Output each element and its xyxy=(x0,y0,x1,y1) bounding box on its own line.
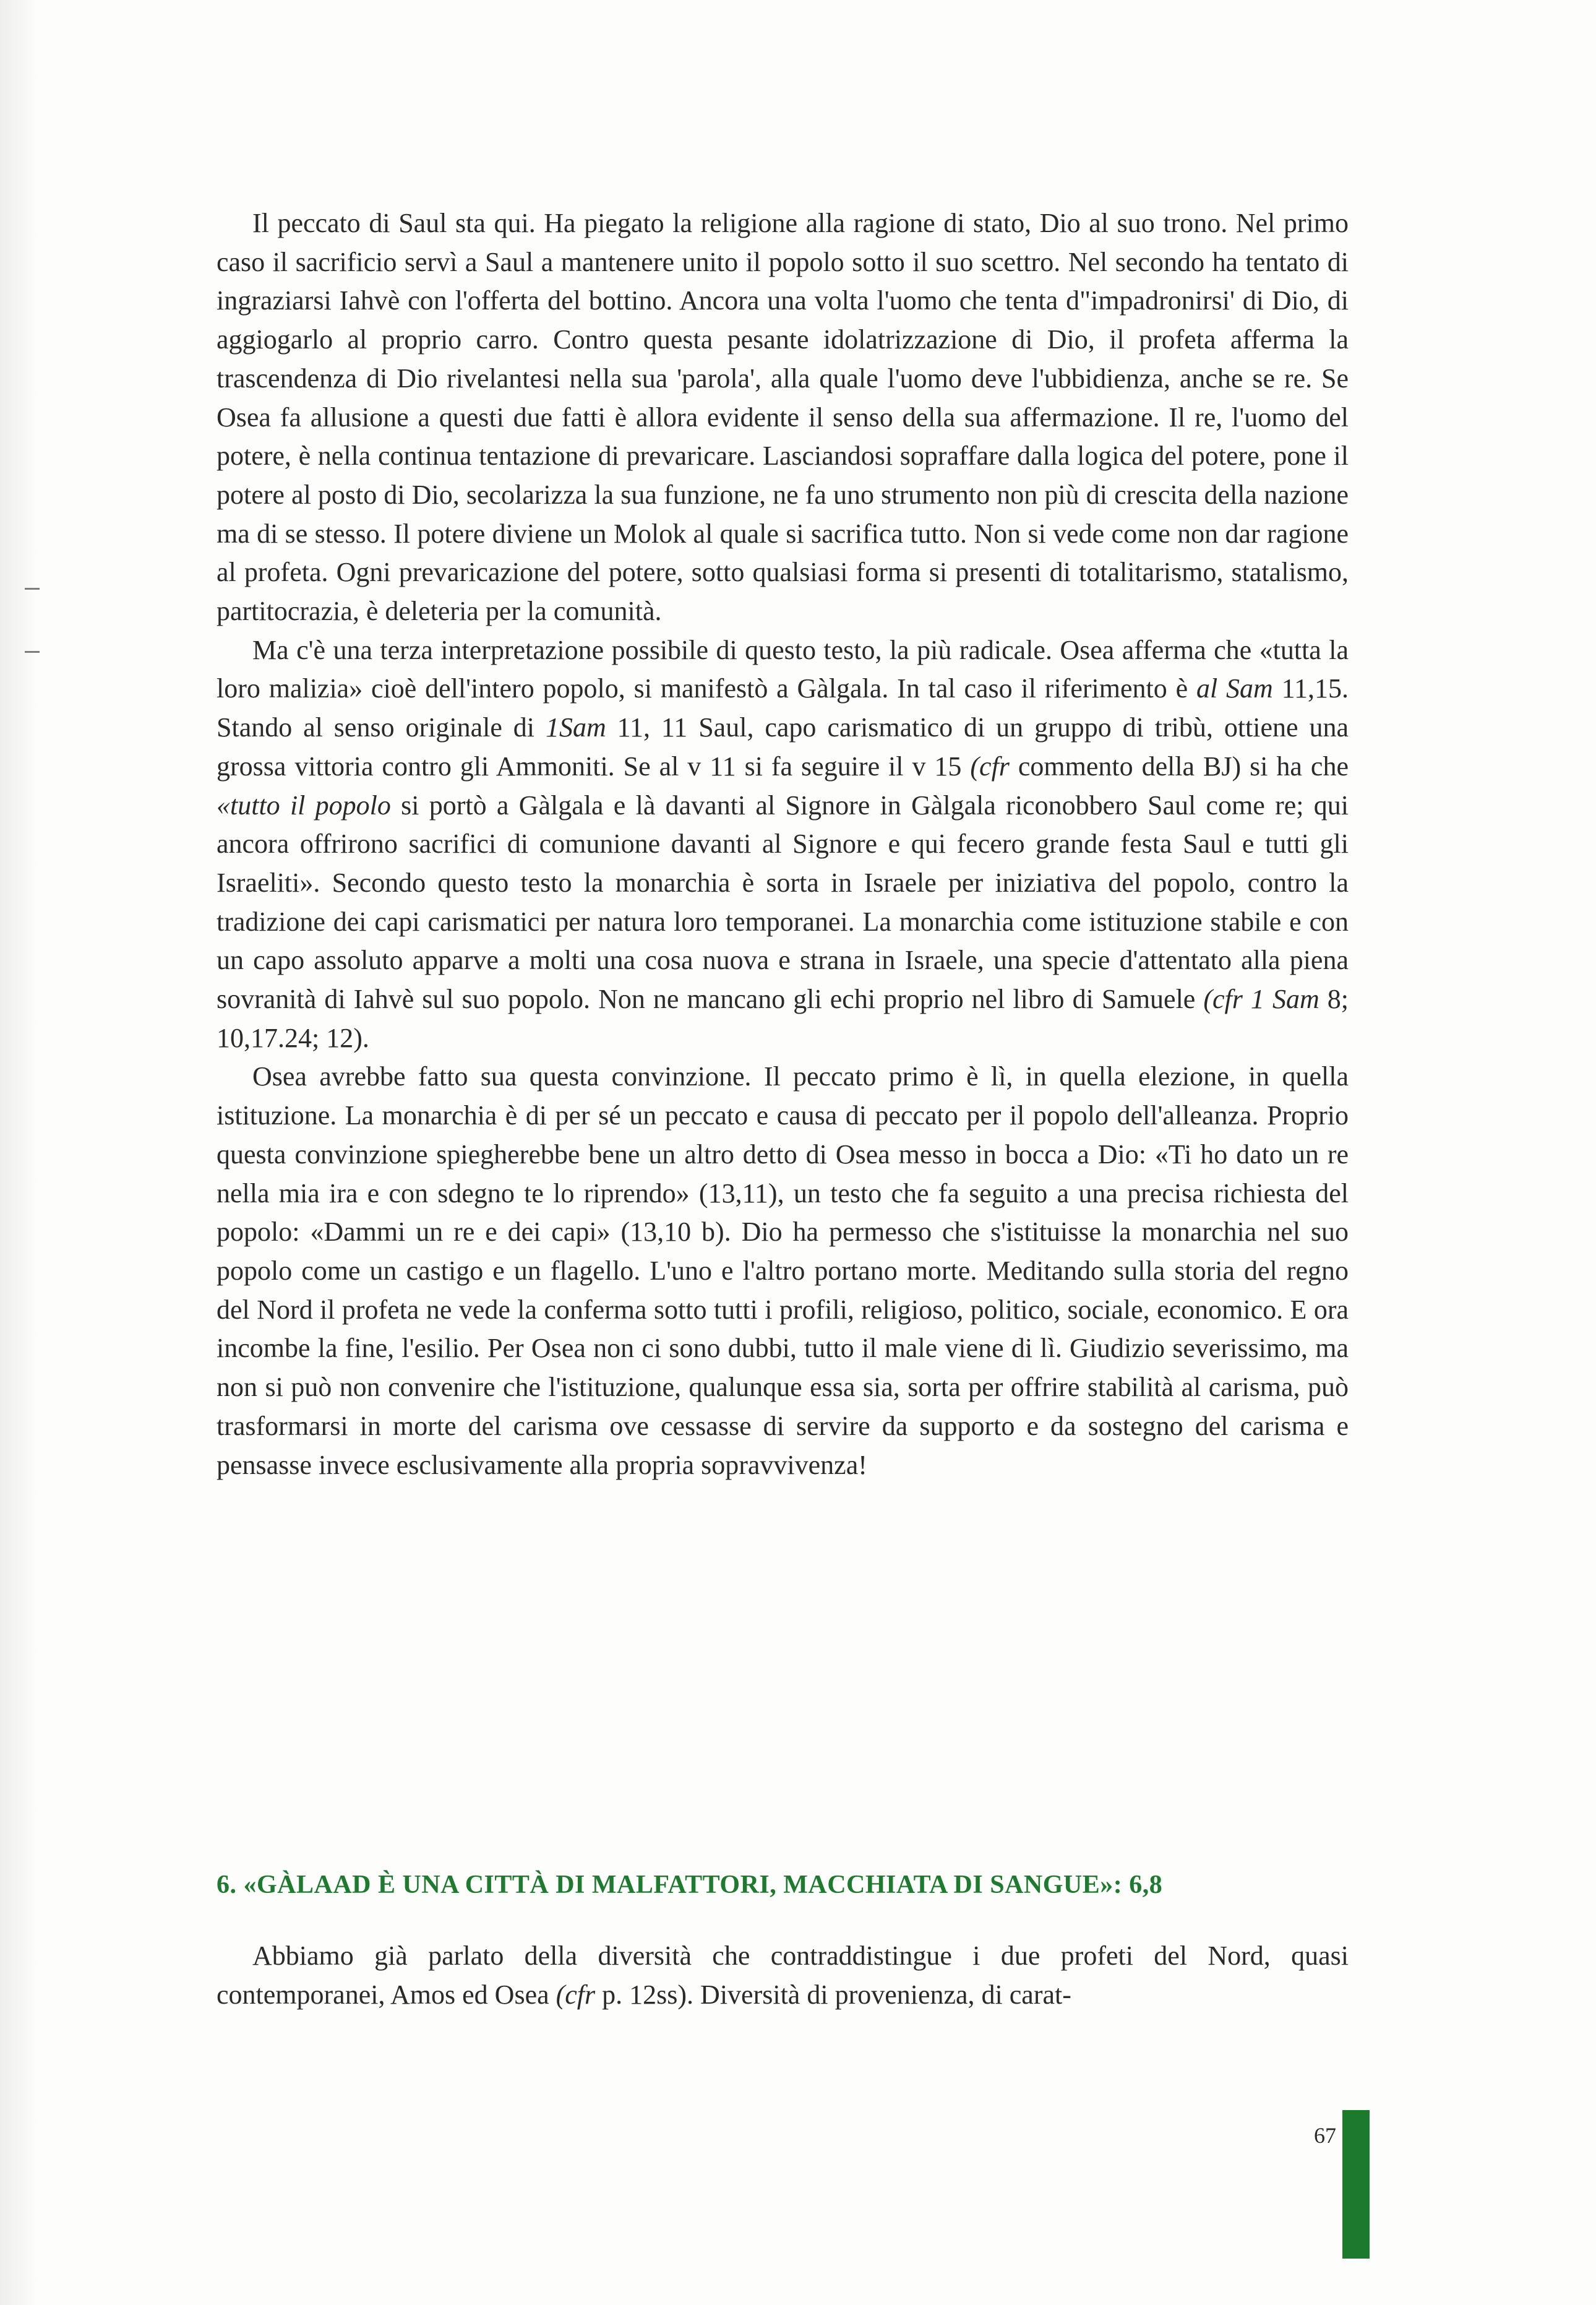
italic-segment: (cfr 1 Sam xyxy=(1203,984,1319,1015)
body-text xyxy=(217,204,1349,1484)
text-segment: 11, 11 Saul, capo carismatico di un gruppo di tribù, ottiene una grossa vittoria contro gli Ammoniti. Se al v 11 si fa seguire il v 15 xyxy=(217,712,1349,782)
italic-segment: (cfr xyxy=(970,751,1010,782)
paragraph-p3 xyxy=(217,1058,1349,1484)
text-segment: commento della BJ) si ha che xyxy=(1009,751,1349,782)
section-title: «GÀLAAD È UNA CITTÀ DI MALFATTORI, MACCHIATA DI SANGUE»: 6,8 xyxy=(243,1871,1163,1899)
italic-segment: «tutto il popolo xyxy=(217,790,391,821)
section-heading xyxy=(217,1866,1349,1903)
page-number: 67 xyxy=(1314,2123,1336,2148)
text-segment: 11,15. Stando al senso originale di xyxy=(217,673,1349,743)
scan-mark xyxy=(25,651,40,653)
text-segment: Osea avrebbe fatto sua questa convinzione. Il peccato primo è lì, in quella elezione, in quella istituzione. La monarchia è di per sé un peccato e causa di peccato per il popolo dell'alleanza. Proprio questa convinzione spiegherebbe bene un altro detto di Osea messo in bocca a Dio: «Ti ho dato un re nella mia ira e con sdegno te lo riprendo» (13,11), un testo che fa seguito a una precisa richiesta del popolo: «Dammi un re e dei capi» (13,10 b). Dio ha permesso che s'istituisse la monarchia nel suo popolo come un castigo e un flagello. L'uno e l'altro portano morte. Meditando sulla storia del regno del Nord il profeta ne vede la conferma sotto tutti i profili, religioso, politico, sociale, economico. E ora incombe la fine, l'esilio. Per Osea non ci sono dubbi, tutto il male viene di lì. Giudizio severissimo, ma non si può non convenire che l'istituzione, qualunque essa sia, sorta per offrire stabilità al carisma, può trasformarsi in morte del carisma ove cessasse di servire da supporto e da sostegno del carisma e pensasse invece esclusivamente alla propria sopravvivenza! xyxy=(217,1061,1349,1480)
closing-paragraph xyxy=(217,1937,1349,2014)
text-segment: Abbiamo già parlato della diversità che contraddistingue i due profeti del Nord, quasi contemporanei, Amos ed Osea xyxy=(217,1941,1349,2010)
paragraph-p2 xyxy=(217,631,1349,1058)
italic-segment: 1Sam xyxy=(545,712,606,743)
text-segment: p. 12ss). Diversità di provenienza, di carat- xyxy=(595,1979,1071,2010)
text-segment: si portò a Gàlgala e là davanti al Signore in Gàlgala riconobbero Saul come re; qui ancora offrirono sacrifici di comunione davanti al Signore e qui fecero grande festa Saul e tutti gli Israeliti». Secondo questo testo la monarchia è sorta in Israele per iniziativa del popolo, contro la tradizione dei capi carismatici per natura loro temporanei. La monarchia come istituzione stabile e con un capo assoluto apparve a molti una cosa nuova e strana in Israele, una specie d'attentato alla piena sovranità di Iahvè sul suo popolo. Non ne mancano gli echi proprio nel libro di Samuele xyxy=(217,790,1349,1015)
closing-paragraph-text xyxy=(217,1937,1349,2014)
text-segment: Il peccato di Saul sta qui. Ha piegato la religione alla ragione di stato, Dio al suo trono. Nel primo caso il sacrificio servì a Saul a mantenere unito il popolo sotto il suo scettro. Nel secondo ha tentato di ingraziarsi Iahvè con l'offerta del bottino. Ancora una volta l'uomo che tenta d"impadronirsi' di Dio, di aggiogarlo al proprio carro. Contro questa pesante idolatrizzazione di Dio, il profeta afferma la trascendenza di Dio rivelantesi nella sua 'parola', alla quale l'uomo deve l'ubbidienza, anche se re. Se Osea fa allusione a questi due fatti è allora evidente il senso della sua affermazione. Il re, l'uomo del potere, è nella continua tentazione di prevaricare. Lasciandosi sopraffare dalla logica del potere, pone il potere al posto di Dio, secolarizza la sua funzione, ne fa uno strumento non più di crescita della nazione ma di se stesso. Il potere diviene un Molok al quale si sacrifica tutto. Non si vede come non dar ragione al profeta. Ogni prevaricazione del potere, sotto qualsiasi forma si presenti di totalitarismo, statalismo, partitocrazia, è deleteria per la comunità. xyxy=(217,208,1349,627)
text-segment: Ma c'è una terza interpretazione possibile di questo testo, la più radicale. Osea afferma che «tutta la loro malizia» cioè dell'intero popolo, si manifestò a Gàlgala. In tal caso il riferimento è xyxy=(217,634,1349,704)
italic-segment: (cfr xyxy=(556,1979,596,2010)
scan-mark xyxy=(25,588,40,590)
page-edge xyxy=(0,0,37,2305)
text-segment: 8; 10,17.24; 12). xyxy=(217,984,1349,1053)
italic-segment: al Sam xyxy=(1196,673,1273,704)
page-marker xyxy=(1342,2110,1370,2259)
paragraph-p1 xyxy=(217,204,1349,631)
section-number: 6. xyxy=(217,1871,237,1899)
